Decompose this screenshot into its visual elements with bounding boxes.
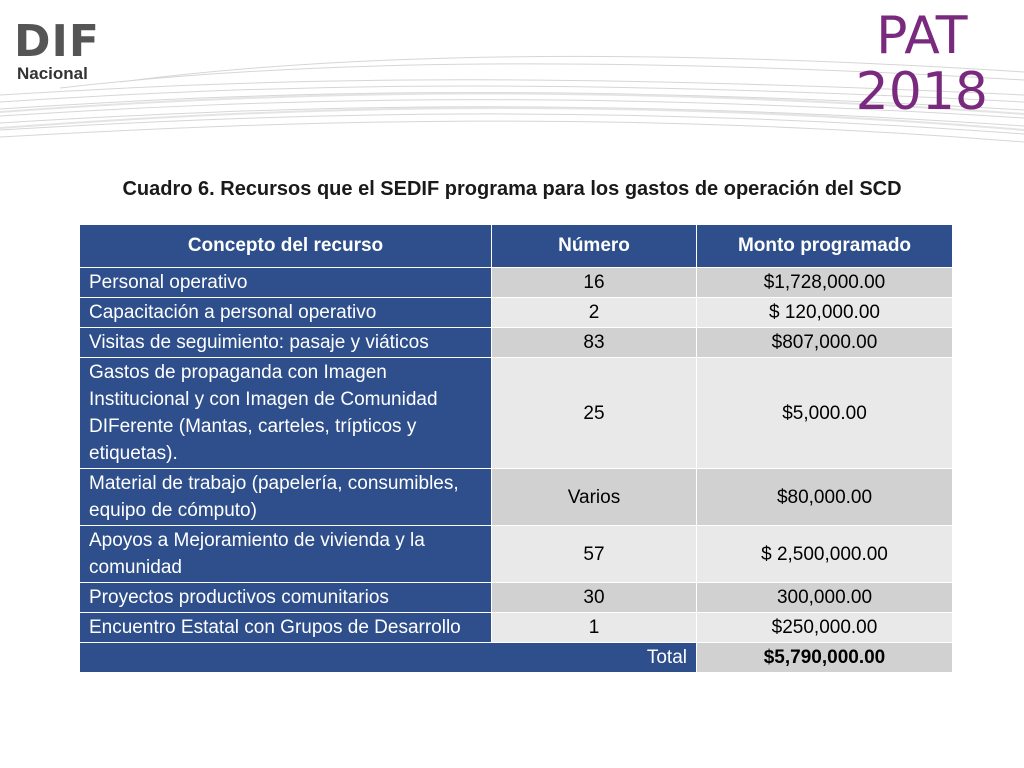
cell-monto: 300,000.00 (697, 583, 953, 613)
table-row (80, 298, 953, 328)
cell-monto: $5,000.00 (697, 358, 953, 469)
cell-numero: 25 (492, 358, 697, 469)
column-header-numero: Número (492, 225, 697, 268)
cell-concepto: Personal operativo (80, 268, 492, 298)
cell-numero: 2 (492, 298, 697, 328)
total-value: $5,790,000.00 (697, 643, 953, 673)
pat-title-line1: PAT (876, 6, 968, 66)
table-total-row (80, 643, 953, 673)
logo-nacional-text: Nacional (17, 64, 88, 83)
cell-monto: $ 120,000.00 (697, 298, 953, 328)
table-row (80, 526, 953, 583)
pat-2018-title (856, 8, 988, 120)
total-label: Total (80, 643, 697, 673)
cell-monto: $250,000.00 (697, 613, 953, 643)
table-row (80, 358, 953, 469)
cell-concepto: Visitas de seguimiento: pasaje y viáticos (80, 328, 492, 358)
cell-concepto: Encuentro Estatal con Grupos de Desarrollo (80, 613, 492, 643)
table-row (80, 328, 953, 358)
cell-monto: $80,000.00 (697, 469, 953, 526)
cell-concepto: Capacitación a personal operativo (80, 298, 492, 328)
column-header-monto: Monto programado (697, 225, 953, 268)
table-row (80, 583, 953, 613)
table-header-row (80, 225, 953, 268)
logo-dif-text: DIF (14, 16, 100, 67)
cell-numero: 1 (492, 613, 697, 643)
cell-numero: 57 (492, 526, 697, 583)
cell-concepto: Gastos de propaganda con Imagen Institucional y con Imagen de Comunidad DIFerente (Mantas, carteles, trípticos y etiquetas). (80, 358, 492, 469)
cell-numero: Varios (492, 469, 697, 526)
table-row (80, 268, 953, 298)
cell-monto: $807,000.00 (697, 328, 953, 358)
cell-monto: $1,728,000.00 (697, 268, 953, 298)
pat-title-line2: 2018 (855, 62, 988, 122)
table-row (80, 613, 953, 643)
cell-concepto: Apoyos a Mejoramiento de vivienda y la comunidad (80, 526, 492, 583)
table-row (80, 469, 953, 526)
column-header-concepto: Concepto del recurso (80, 225, 492, 268)
cell-numero: 83 (492, 328, 697, 358)
resources-table (79, 224, 953, 673)
cell-concepto: Proyectos productivos comunitarios (80, 583, 492, 613)
dif-nacional-logo (14, 16, 100, 84)
cell-numero: 30 (492, 583, 697, 613)
cell-concepto: Material de trabajo (papelería, consumibles, equipo de cómputo) (80, 469, 492, 526)
cell-numero: 16 (492, 268, 697, 298)
cell-monto: $ 2,500,000.00 (697, 526, 953, 583)
table-caption: Cuadro 6. Recursos que el SEDIF programa para los gastos de operación del SCD (122, 178, 902, 200)
